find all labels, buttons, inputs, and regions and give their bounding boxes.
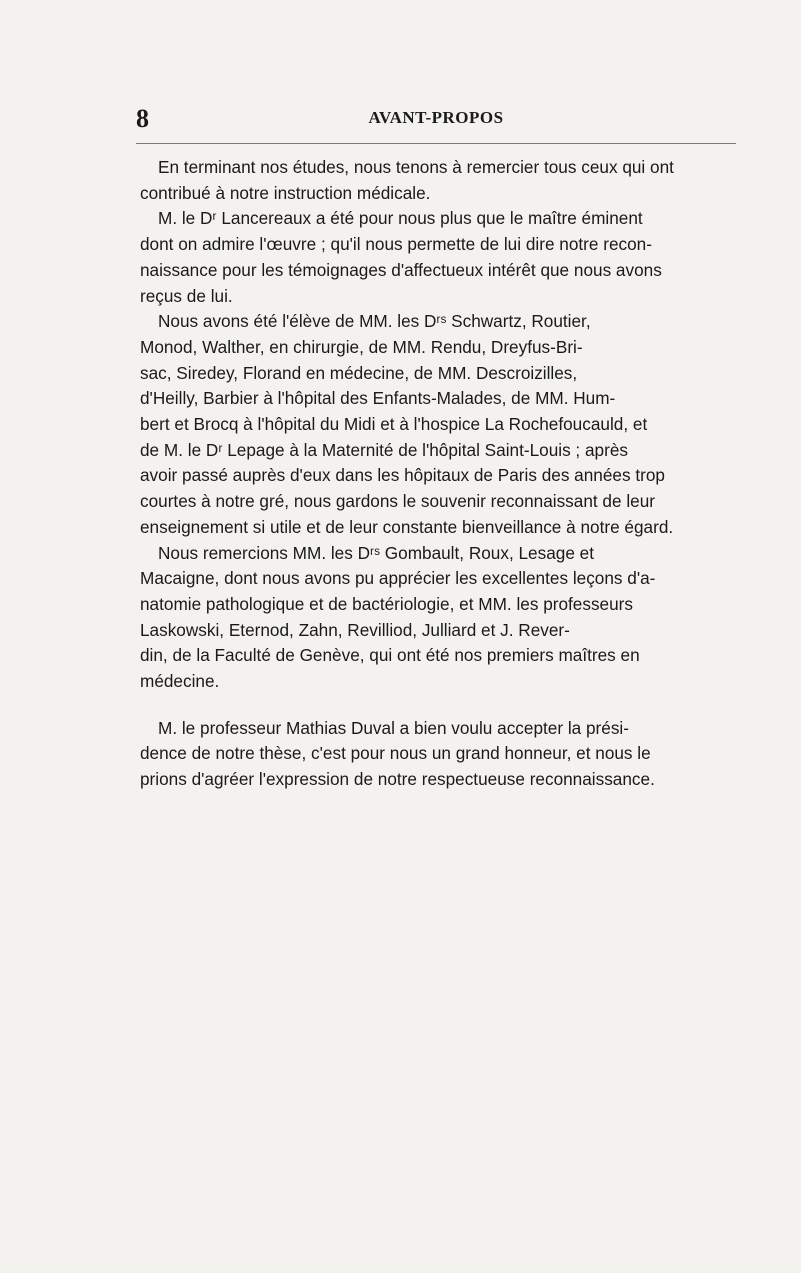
- text-line: M. le Dʳ Lancereaux a été pour nous plus que le maître éminent: [158, 208, 643, 229]
- text-line: Nous avons été l'élève de MM. les Dʳˢ Schwartz, Routier,: [158, 311, 591, 332]
- paragraph-4: [140, 541, 740, 695]
- text-line: avoir passé auprès d'eux dans les hôpitaux de Paris des années trop: [140, 465, 665, 486]
- text-line: Nous remercions MM. les Dʳˢ Gombault, Roux, Lesage et: [158, 542, 594, 563]
- header-rule: [136, 143, 736, 144]
- text-line: dence de notre thèse, c'est pour nous un grand honneur, et nous le: [140, 743, 651, 764]
- page-number: 8: [136, 104, 149, 133]
- text-line: naissance pour les témoignages d'affectueux intérêt que nous avons: [140, 259, 662, 280]
- running-title: AVANT-PROPOS: [368, 108, 504, 127]
- text-line: sac, Siredey, Florand en médecine, de MM. Descroizilles,: [140, 362, 578, 383]
- text-line: dont on admire l'œuvre ; qu'il nous permette de lui dire notre recon-: [140, 234, 652, 255]
- page-header: [136, 104, 736, 132]
- paragraph-3: [140, 309, 740, 540]
- text-line: Laskowski, Eternod, Zahn, Revilliod, Julliard et J. Rever-: [140, 619, 570, 640]
- text-line: enseignement si utile et de leur constante bienveillance à notre égard.: [140, 516, 674, 537]
- text-line: En terminant nos études, nous tenons à remercier tous ceux qui ont: [158, 157, 674, 177]
- text-line: d'Heilly, Barbier à l'hôpital des Enfants-Malades, de MM. Hum-: [140, 388, 616, 409]
- text-line: de M. le Dʳ Lepage à la Maternité de l'hôpital Saint-Louis ; après: [140, 439, 628, 460]
- text-line: contribué à notre instruction médicale.: [140, 182, 431, 203]
- text-line: reçus de lui.: [140, 285, 233, 306]
- paragraph-1: [140, 155, 740, 206]
- text-line: médecine.: [140, 671, 220, 692]
- body-text: [140, 155, 740, 793]
- text-line: bert et Brocq à l'hôpital du Midi et à l'hospice La Rochefoucauld, et: [140, 414, 648, 435]
- paragraph-2: [140, 206, 740, 309]
- text-line: natomie pathologique et de bactériologie, et MM. les professeurs: [140, 593, 633, 614]
- text-line: din, de la Faculté de Genève, qui ont été nos premiers maîtres en: [140, 645, 640, 666]
- text-line: M. le professeur Mathias Duval a bien voulu accepter la prési-: [158, 717, 629, 738]
- paragraph-5: [140, 716, 740, 793]
- text-line: Monod, Walther, en chirurgie, de MM. Rendu, Dreyfus-Bri-: [140, 336, 583, 357]
- paragraph-gap: [140, 695, 740, 716]
- text-line: Macaigne, dont nous avons pu apprécier les excellentes leçons d'a-: [140, 568, 656, 589]
- text-line: prions d'agréer l'expression de notre respectueuse reconnaissance.: [140, 769, 655, 790]
- text-line: courtes à notre gré, nous gardons le souvenir reconnaissant de leur: [140, 491, 655, 512]
